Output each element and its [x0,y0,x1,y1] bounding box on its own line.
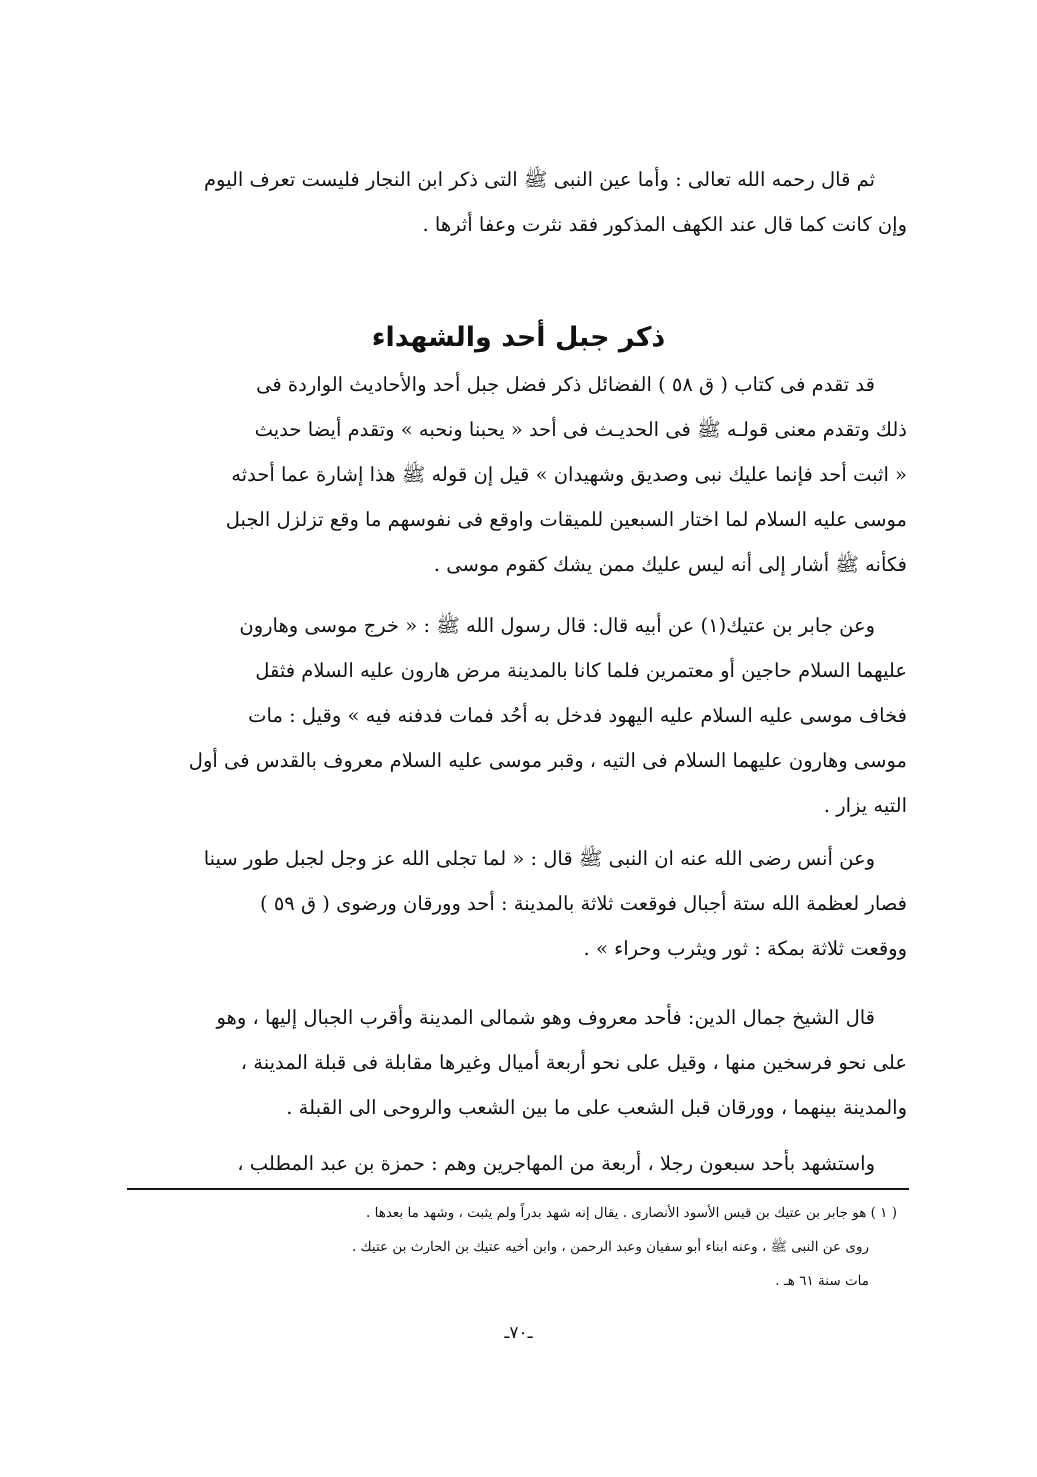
paragraph-martyrs [127,1141,907,1186]
footnote-line: مات سنة ٦١ هـ . [775,1273,869,1289]
text-line: موسى وهارون عليهما السلام فى التيه ، وقبر موسى عليه السلام معروف بالقدس فى أول [188,749,907,772]
text-line: التيه يزار . [823,794,907,817]
text-line: ووقعت ثلاثة بمكة : ثور ويثرب وحراء » . [583,937,907,960]
text-line: موسى عليه السلام لما اختار السبعين للميقات واوقع فى نفوسهم ما وقع تزلزل الجبل [225,508,907,531]
text-line: قال الشيخ جمال الدين: فأحد معروف وهو شمالى المدينة وأقرب الجبال إليها ، وهو [216,1006,875,1029]
intro-paragraph [127,157,907,247]
paragraph-jamal-al-din [127,995,907,1130]
paragraph-uhud-virtue [127,362,907,587]
paragraph-anas-hadith [127,836,907,971]
text-line: فصار لعظمة الله ستة أجبال فوقعت ثلاثة بالمدينة : أحد وورقان ورضوى ( ق ٥٩ ) [260,892,907,915]
footnotes [137,1196,897,1298]
text-line: وعن أنس رضى الله عنه ان النبى ﷺ قال : « لما تجلى الله عز وجل لجبل طور سينا [203,847,875,870]
page-number: ـ٧٠ـ [504,1323,533,1343]
text-line: فكأنه ﷺ أشار إلى أنه ليس عليك ممن يشك كقوم موسى . [433,553,907,576]
footnote-line: روى عن النبى ﷺ ، وعنه ابناء أبو سفيان وعبد الرحمن ، وابن أخيه عتيك بن الحارث بن عتيك . [351,1239,869,1255]
text-line: وعن جابر بن عتيك(١) عن أبيه قال: قال رسول الله ﷺ : « خرج موسى وهارون [239,614,875,637]
paragraph-jabir-hadith [127,603,907,828]
text-line: واستشهد بأحد سبعون رجلا ، أربعة من المهاجرين وهم : حمزة بن عبد المطلب ، [237,1152,875,1175]
text-line: وإن كانت كما قال عند الكهف المذكور فقد نثرت وعفا أثرها . [422,213,907,236]
text-line: « اثبت أحد فإنما عليك نبى وصديق وشهيدان » قيل إن قوله ﷺ هذا إشارة عما أحدثه [231,463,907,486]
text-line: فخاف موسى عليه السلام عليه اليهود فدخل به أحُد فمات فدفنه فيه » وقيل : مات [248,704,907,727]
footnote-line: ( ١ ) هو جابر بن عتيك بن قيس الأسود الأنصارى . يقال إنه شهد بدراً ولم يثبت ، وشهد ما بعدها . [366,1205,897,1221]
text-line: قد تقدم فى كتاب ( ق ٥٨ ) الفضائل ذكر فضل جبل أحد والأحاديث الواردة فى [256,373,875,396]
section-heading: ذكر جبل أحد والشهداء [371,322,666,353]
footnote-divider [127,1188,909,1190]
text-line: والمدينة بينهما ، وورقان قبل الشعب على ما بين الشعب والروحى الى القبلة . [286,1096,907,1119]
text-line: ثم قال رحمه الله تعالى : وأما عين النبى ﷺ التى ذكر ابن النجار فليست تعرف اليوم [203,168,875,191]
text-line: عليهما السلام حاجين أو معتمرين فلما كانا بالمدينة مرض هارون عليه السلام فثقل [255,659,907,682]
text-line: ذلك وتقدم معنى قولـه ﷺ فى الحديـث فى أحد « يحبنا ونحبه » وتقدم أيضا حديث [254,418,907,441]
text-line: على نحو فرسخين منها ، وقيل على نحو أربعة أميال وغيرها مقابلة فى قبلة المدينة ، [240,1051,907,1074]
